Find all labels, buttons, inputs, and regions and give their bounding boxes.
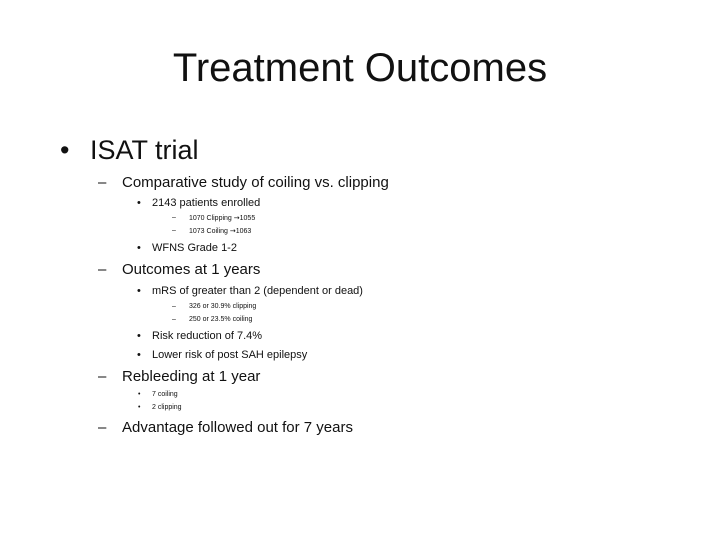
- bullet-isat-trial: ISAT trial: [90, 135, 199, 165]
- rebleed-coiling: 7 coiling: [152, 391, 178, 398]
- slide-title: Treatment Outcomes: [172, 46, 548, 90]
- bullet-marker: •: [137, 349, 141, 361]
- bullet-marker: •: [137, 197, 141, 209]
- bullet-epilepsy: Lower risk of post SAH epilepsy: [152, 349, 308, 361]
- dash-marker: –: [172, 227, 176, 234]
- bullet-marker: •: [137, 330, 141, 342]
- clipping-count-line: [189, 213, 255, 224]
- bullet-marker: •: [137, 242, 141, 254]
- bullet-marker: •: [60, 135, 70, 165]
- arrow-right-icon: →: [229, 227, 236, 235]
- coiling-count-result: 1063: [235, 228, 252, 235]
- bullet-wfns-grade: WFNS Grade 1-2: [152, 242, 237, 254]
- coiling-count-label: 1073 Coiling: [189, 228, 228, 235]
- dash-marker: –: [172, 316, 176, 323]
- dash-marker: –: [98, 368, 107, 385]
- dash-marker: –: [172, 214, 176, 221]
- mrs-clipping: 326 or 30.9% clipping: [189, 303, 257, 310]
- coiling-count-line: [189, 226, 251, 237]
- sub-bullet-rebleeding: Rebleeding at 1 year: [122, 368, 261, 385]
- sub-bullet-outcomes: Outcomes at 1 years: [122, 261, 261, 278]
- sub-bullet-advantage: Advantage followed out for 7 years: [122, 419, 353, 436]
- dash-marker: –: [98, 174, 107, 191]
- sub-bullet-comparative-study: Comparative study of coiling vs. clipping: [122, 174, 389, 191]
- bullet-mrs: mRS of greater than 2 (dependent or dead): [152, 285, 363, 297]
- bullet-marker: •: [137, 285, 141, 297]
- bullet-patients-enrolled: 2143 patients enrolled: [152, 197, 261, 209]
- dash-marker: –: [98, 261, 107, 278]
- bullet-risk-reduction: Risk reduction of 7.4%: [152, 330, 263, 342]
- rebleed-clipping: 2 clipping: [152, 404, 182, 411]
- dash-marker: –: [172, 303, 176, 310]
- bullet-marker: •: [138, 404, 141, 411]
- clipping-count-label: 1070 Clipping: [189, 215, 232, 222]
- mrs-coiling: 250 or 23.5% coiling: [189, 316, 253, 323]
- dash-marker: –: [98, 419, 107, 436]
- clipping-count-result: 1055: [239, 215, 256, 222]
- arrow-right-icon: →: [233, 214, 240, 222]
- bullet-marker: •: [138, 391, 141, 398]
